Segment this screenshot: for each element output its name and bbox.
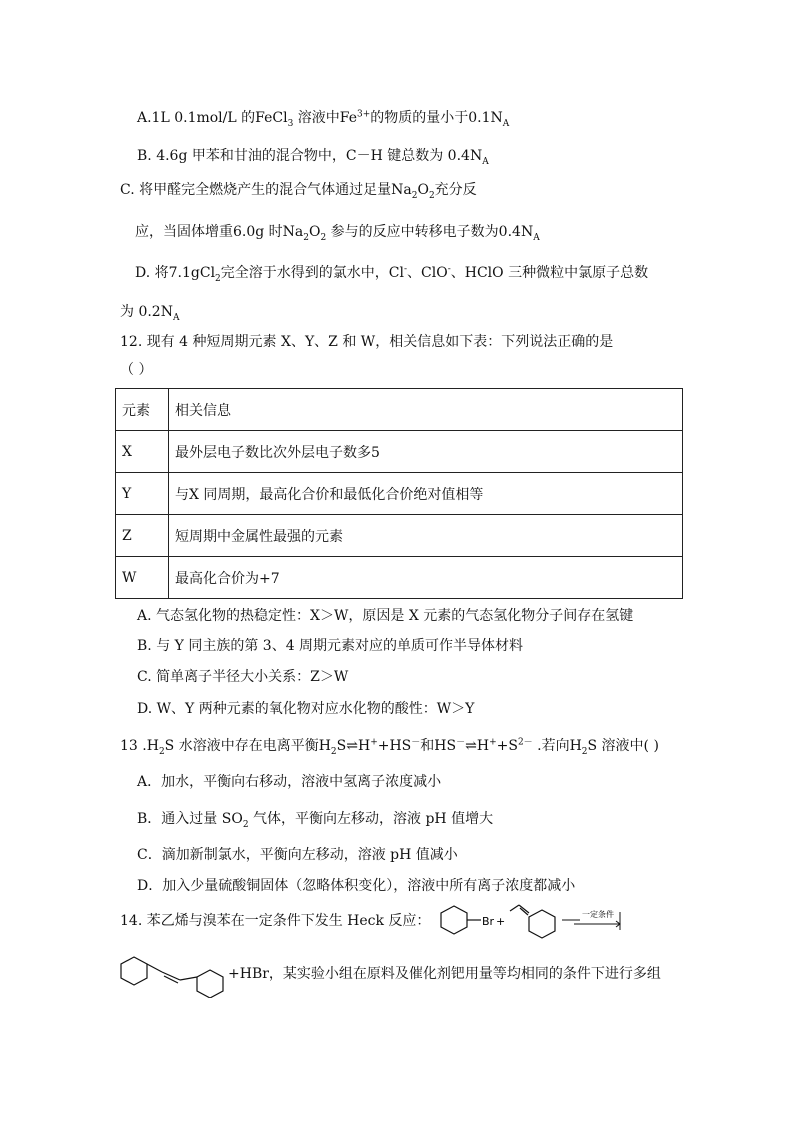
table-row <box>116 515 683 557</box>
q14-line2: +HBr，某实验小组在原料及催化剂钯用量等均相同的条件下进行多组 <box>228 966 661 982</box>
table-cell: X <box>116 431 169 473</box>
benzene-ring-icon <box>529 910 555 938</box>
element-info-table <box>115 388 683 599</box>
q11-option-d-line1: D. 将7.1gCl$_2$完全溶于水得到的氯水中，Cl-、ClO-、HClO 三种微粒中氯原子总数 <box>135 264 649 284</box>
table-row <box>116 557 683 599</box>
table-cell: Y <box>116 473 169 515</box>
q13-option-c: C．滴加新制氯水，平衡向左移动，溶液 pH 值减小 <box>137 847 458 863</box>
q11-option-b: B. 4.6g 甲苯和甘油的混合物中，C－H 键总数为 $0.4N_A$ <box>137 148 489 167</box>
q13-option-a: A．加水，平衡向右移动，溶液中氢离子浓度减小 <box>137 774 442 790</box>
table-header-cell: 元素 <box>116 389 169 431</box>
plus-sign: + <box>496 915 506 928</box>
reaction-condition-label: 一定条件 <box>582 910 614 919</box>
q12-option-b: B. 与 Y 同主族的第 3、4 周期元素对应的单质可作半导体材料 <box>137 638 524 654</box>
q13-option-d: D．加入少量硫酸铜固体（忽略体积变化），溶液中所有离子浓度都减小 <box>137 878 576 894</box>
q12-option-c: C. 简单离子半径大小关系：Z＞W <box>137 669 349 685</box>
table-header-row <box>116 389 683 431</box>
q12-option-d: D. W、Y 两种元素的氧化物对应水化物的酸性：W＞Y <box>137 701 475 717</box>
benzene-ring-icon <box>441 906 467 934</box>
table-cell: Z <box>116 515 169 557</box>
q11-option-c-line2: 应，当固体增重6.0g 时$Na_2O_2$ 参与的反应中转移电子数为$0.4N_A$ <box>135 224 540 243</box>
table-row <box>116 431 683 473</box>
q14-stem: 14. 苯乙烯与溴苯在一定条件下发生 Heck 反应： <box>120 913 431 929</box>
q12-answer-paren: （ ） <box>120 362 153 378</box>
q12-option-a: A. 气态氢化物的热稳定性：X＞W，原因是 X 元素的气态氢化物分子间存在氢键 <box>137 608 634 624</box>
q11-option-c-line1: C. 将甲醛完全燃烧产生的混合气体通过足量$Na_2O_2$充分反 <box>120 182 477 201</box>
q12-stem: 12. 现有 4 种短周期元素 X、Y、Z 和 W，相关信息如下表：下列说法正确的是 <box>120 334 614 350</box>
q13-stem: 13 $.H_2S$ 水溶液中存在电离平衡$H_2S\rightleftharpoons H^++HS^-$和$HS^-\rightleftharpoons H^++S^{2-}$ .若向$H_2S$ 溶液中( ) <box>120 737 659 757</box>
q11-option-d-line2: 为 $0.2N_A$ <box>120 304 180 323</box>
table-cell: 短周期中金属性最强的元素 <box>169 515 683 557</box>
table-cell: 与X 同周期，最高化合价和最低化合价绝对值相等 <box>169 473 683 515</box>
q13-option-b: B．通入过量 $SO_2$ 气体，平衡向左移动，溶液 pH 值增大 <box>137 811 494 830</box>
table-cell: 最外层电子数比次外层电子数多5 <box>169 431 683 473</box>
heck-reaction-reactants-diagram <box>434 896 694 948</box>
table-cell: W <box>116 557 169 599</box>
table-row <box>116 473 683 515</box>
benzene-ring-icon <box>121 957 147 985</box>
benzene-ring-icon <box>197 970 223 998</box>
table-header-cell: 相关信息 <box>169 389 683 431</box>
table-cell: 最高化合价为+7 <box>169 557 683 599</box>
bromine-label: Br <box>482 915 495 928</box>
stilbene-product-diagram <box>118 950 230 998</box>
q11-option-a: A.1L 0.1mol/L 的FeCl$_3$ 溶液中$Fe^{3+}$的物质的量小于$0.1N_A$ <box>137 109 510 129</box>
